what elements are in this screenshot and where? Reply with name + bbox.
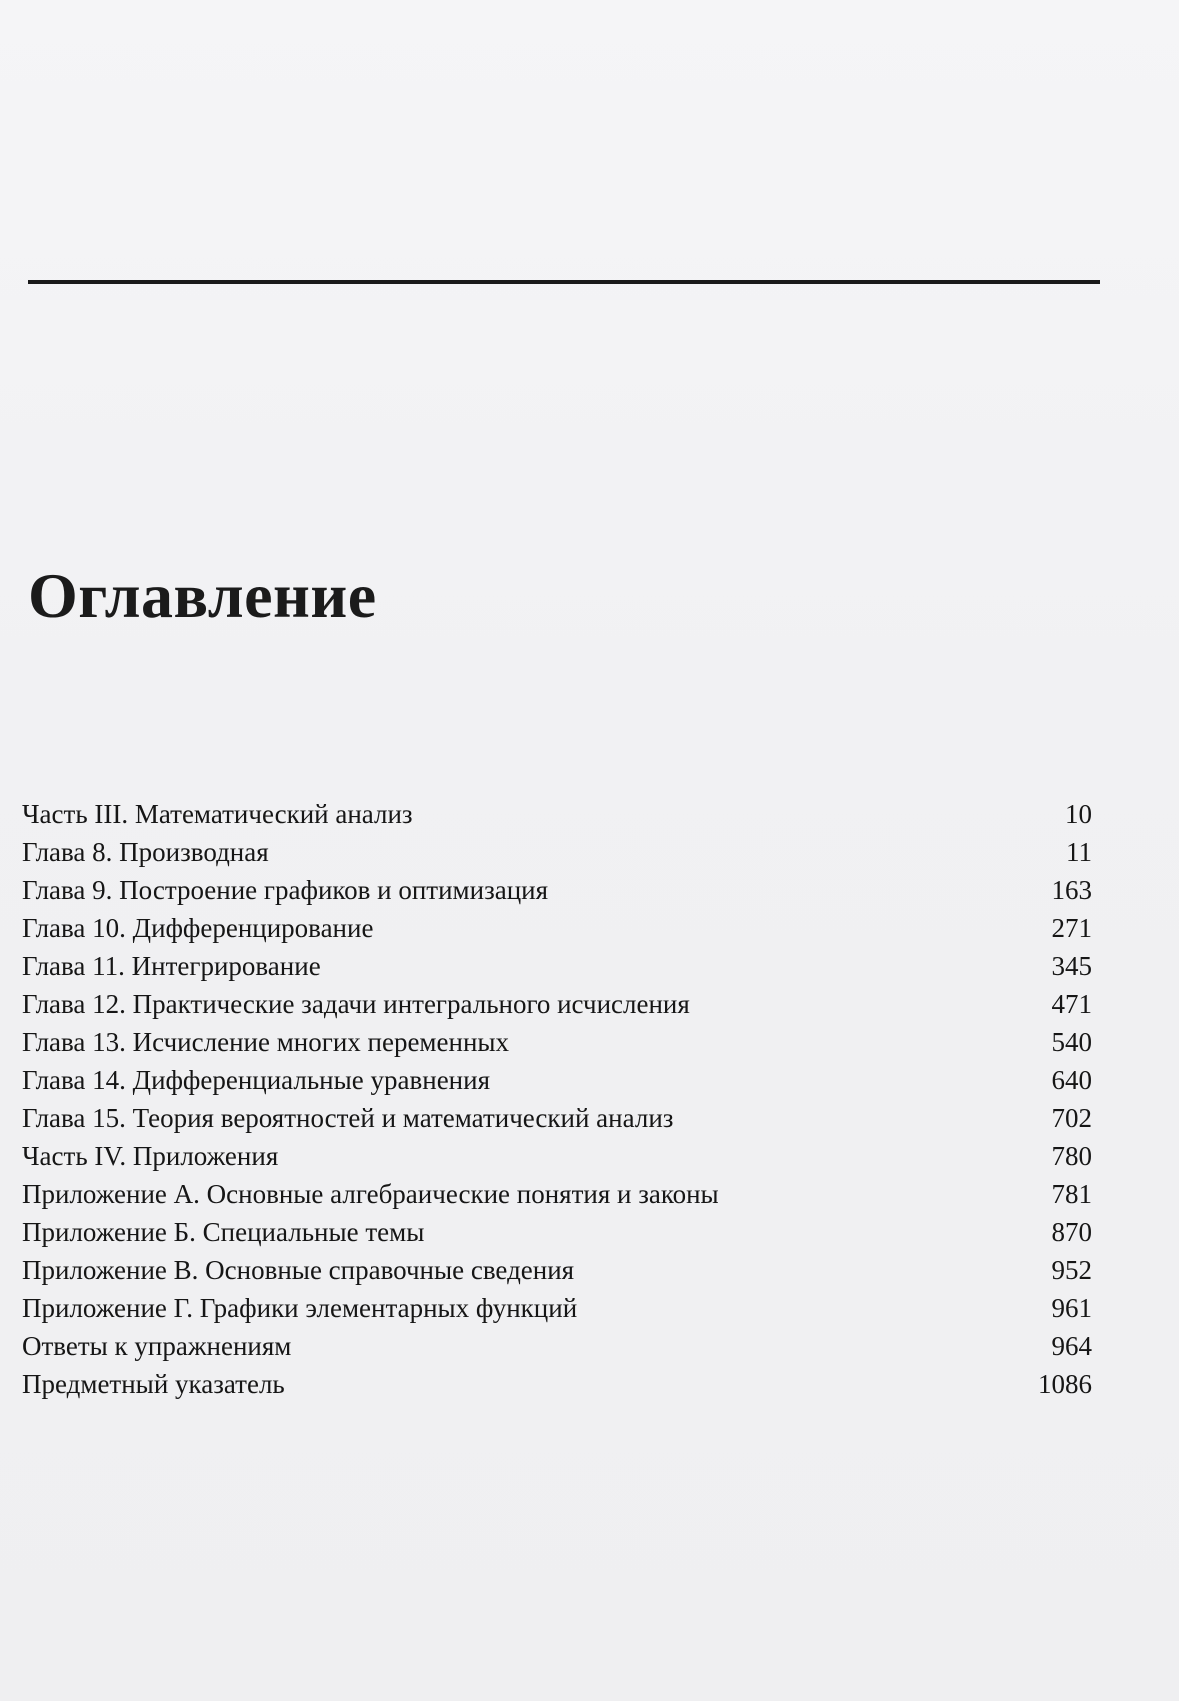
- toc-entry-page: 640: [1051, 1065, 1092, 1095]
- header-rule: [28, 280, 1100, 284]
- toc-entry-label: Приложение В. Основные справочные сведения: [22, 1255, 575, 1285]
- toc-entry-page: 540: [1051, 1027, 1092, 1057]
- toc-entry-label: Глава 10. Дифференцирование: [22, 913, 374, 943]
- toc-entry-label: Ответы к упражнениям: [22, 1331, 292, 1361]
- toc-entry-label: Часть III. Математический анализ: [22, 799, 413, 829]
- toc-entry-label: Глава 13. Исчисление многих переменных: [22, 1027, 510, 1057]
- toc-entry: [22, 1213, 1092, 1251]
- toc-entry-label: Глава 8. Производная: [22, 837, 269, 867]
- toc-entry: [22, 1289, 1092, 1327]
- toc-entry: [22, 1099, 1092, 1137]
- toc-entry: [22, 909, 1092, 947]
- toc-entry: [22, 1023, 1092, 1061]
- toc-entry: [22, 1365, 1092, 1403]
- toc-entry: [22, 985, 1092, 1023]
- toc-entry-label: Глава 12. Практические задачи интегрального исчисления: [22, 989, 690, 1019]
- toc-entry-page: 10: [1065, 799, 1092, 829]
- toc-entry-label: Приложение Б. Специальные темы: [22, 1217, 425, 1247]
- toc-entry-page: 11: [1066, 837, 1092, 867]
- toc-entry-label: Часть IV. Приложения: [22, 1141, 279, 1171]
- toc-entry: [22, 1061, 1092, 1099]
- toc-entry-label: Приложение А. Основные алгебраические понятия и законы: [22, 1179, 719, 1209]
- toc-entry: [22, 1137, 1092, 1175]
- toc-entry-label: Глава 11. Интегрирование: [22, 951, 321, 981]
- toc-entry-label: Глава 14. Дифференциальные уравнения: [22, 1065, 490, 1095]
- toc-entry-page: 345: [1051, 951, 1092, 981]
- toc-entry-page: 952: [1051, 1255, 1092, 1285]
- toc-entry-label: Глава 15. Теория вероятностей и математический анализ: [22, 1103, 674, 1133]
- toc-entry: [22, 1251, 1092, 1289]
- toc-entry-page: 781: [1051, 1179, 1092, 1209]
- toc-entry: [22, 1175, 1092, 1213]
- toc-entry-page: 702: [1051, 1103, 1092, 1133]
- toc-entry: [22, 1327, 1092, 1365]
- page-title: Оглавление: [28, 560, 377, 631]
- toc-entry: [22, 795, 1092, 833]
- toc-entry-page: 1086: [1038, 1369, 1092, 1399]
- toc-entry-page: 471: [1051, 989, 1092, 1019]
- table-of-contents: [22, 795, 1092, 1403]
- toc-entry-page: 163: [1051, 875, 1092, 905]
- toc-entry-label: Глава 9. Построение графиков и оптимизация: [22, 875, 549, 905]
- toc-entry-page: 870: [1051, 1217, 1092, 1247]
- toc-entry: [22, 833, 1092, 871]
- toc-entry: [22, 871, 1092, 909]
- toc-entry-page: 961: [1051, 1293, 1092, 1323]
- toc-entry-label: Предметный указатель: [22, 1369, 285, 1399]
- toc-entry-page: 780: [1051, 1141, 1092, 1171]
- toc-entry-page: 271: [1051, 913, 1092, 943]
- toc-entry: [22, 947, 1092, 985]
- toc-entry-label: Приложение Г. Графики элементарных функций: [22, 1293, 578, 1323]
- toc-entry-page: 964: [1051, 1331, 1092, 1361]
